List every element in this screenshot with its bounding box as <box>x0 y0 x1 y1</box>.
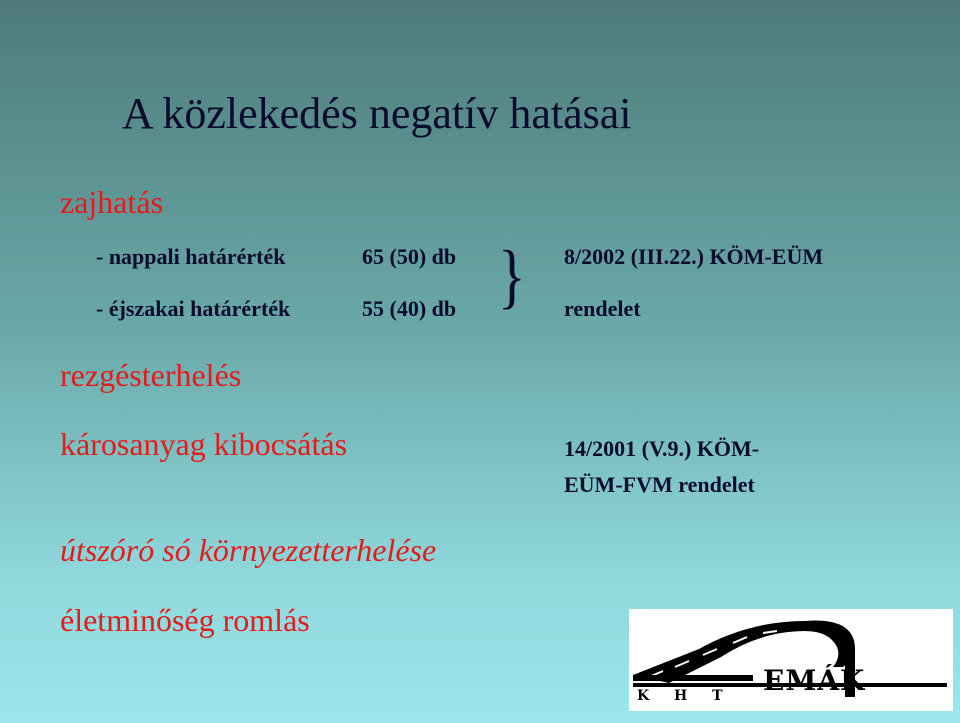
salt-heading: útszóró só környezetterhelése <box>60 532 437 568</box>
night-limit-label: - éjszakai határérték <box>96 296 291 321</box>
emission-regulation-line1: 14/2001 (V.9.) KÖM- <box>564 436 760 461</box>
night-limit-value: 55 (40) db <box>362 296 457 321</box>
vibration-heading: rezgésterhelés <box>60 357 242 393</box>
emission-heading: károsanyag kibocsátás <box>60 426 348 462</box>
day-limit-value: 65 (50) db <box>362 244 457 269</box>
noise-regulation-line1: 8/2002 (III.22.) KÖM-EÜM <box>564 244 824 269</box>
grouping-brace: } <box>498 236 526 316</box>
noise-heading: zajhatás <box>60 184 164 220</box>
pemak-logo <box>629 609 953 711</box>
noise-regulation-line2: rendelet <box>564 296 641 321</box>
logo-sub-text: K H T <box>637 688 733 704</box>
emission-regulation-line2: EÜM-FVM rendelet <box>564 472 755 497</box>
slide-title: A közlekedés negatív hatásai <box>122 89 632 138</box>
life-quality-heading: életminőség romlás <box>60 602 310 638</box>
logo-main-text: EMÁK <box>763 664 866 697</box>
day-limit-label: - nappali határérték <box>96 244 286 269</box>
